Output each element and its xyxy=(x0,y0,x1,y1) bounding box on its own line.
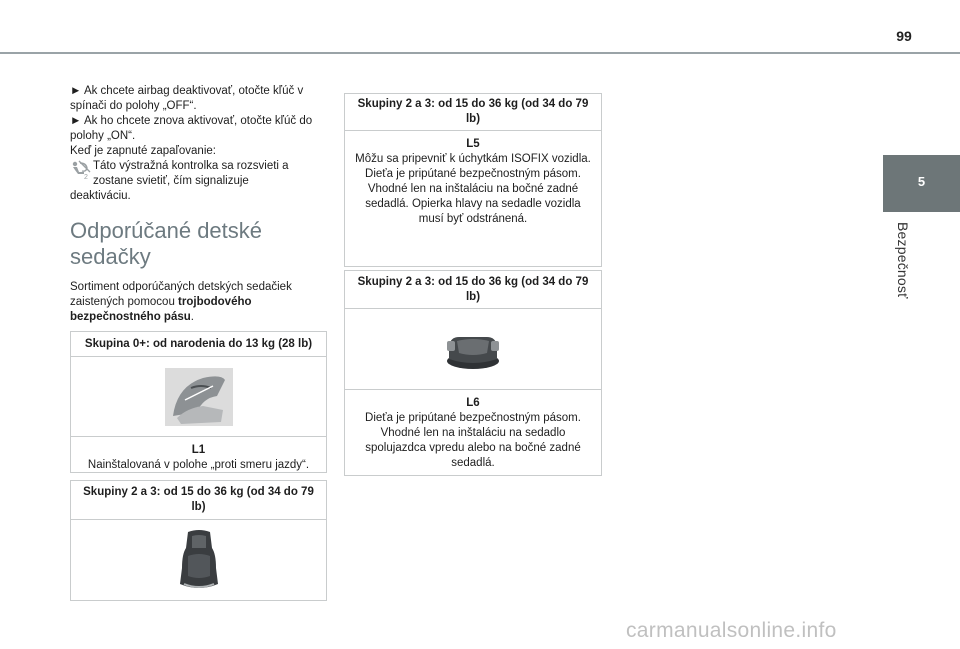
warning-row xyxy=(70,159,326,189)
seat-description: Nainštalovaná v polohe „proti smeru jazdy“. xyxy=(87,459,310,471)
box-heading: Skupina 0+: od narodenia do 13 kg (28 lb) xyxy=(71,332,326,357)
intro-text: Sortiment odporúčaných detských sedačiek zaistených pomocou xyxy=(70,281,292,308)
page-number: 99 xyxy=(896,28,912,44)
seat-box-group23-b xyxy=(344,93,602,267)
seat-box-group23-c xyxy=(344,270,602,476)
intro-paragraph xyxy=(70,280,326,325)
box-body xyxy=(345,390,601,471)
intro-end: . xyxy=(190,311,194,323)
deactivation-text: deaktiváciu. xyxy=(70,190,131,202)
seat-image-cell xyxy=(71,357,326,437)
watermark: carmanualsonline.info xyxy=(626,619,837,642)
box-heading: Skupiny 2 a 3: od 15 do 36 kg (od 34 do 79 lb) xyxy=(71,481,326,520)
seat-code: L5 xyxy=(466,138,480,150)
seat-box-group0 xyxy=(70,331,327,473)
seat-description: Môžu sa pripevniť k úchytkám ISOFIX vozidla. Dieťa je pripútané bezpečnostným pásom. Vhodné len na inštaláciu na bočné zadné sedadlá. Opierka hlavy na sedadle vozidla musí byť odstránená. xyxy=(355,153,591,225)
chapter-title: Bezpečnosť xyxy=(895,222,911,299)
seat-code: L6 xyxy=(466,397,480,409)
svg-text:2: 2 xyxy=(84,174,88,180)
seat-image-cell xyxy=(71,520,326,600)
high-back-booster-image xyxy=(176,528,222,592)
header-rule xyxy=(0,52,960,54)
warning-lamp-text: Táto výstražná kontrolka sa rozsvieti a zostane svietiť, čím signalizuje xyxy=(93,160,289,187)
box-heading: Skupiny 2 a 3: od 15 do 36 kg (od 34 do 79 lb) xyxy=(345,94,601,131)
intro-bold: trojbodového bezpečnostného pásu xyxy=(70,296,252,323)
box-heading: Skupiny 2 a 3: od 15 do 36 kg (od 34 do 79 lb) xyxy=(345,271,601,309)
airbag-off-warning-icon xyxy=(70,160,92,180)
instruction-on: ► Ak ho chcete znova aktivovať, otočte kľúč do polohy „ON“. xyxy=(70,115,313,142)
left-column xyxy=(70,84,326,325)
seat-description: Dieťa je pripútané bezpečnostným pásom. Vhodné len na inštaláciu na sedadlo spolujazdca vpredu alebo na bočné zadné sedadlá. xyxy=(365,412,581,469)
chapter-number: 5 xyxy=(917,174,926,189)
instruction-off: ► Ak chcete airbag deaktivovať, otočte kľúč v spínači do polohy „OFF“. xyxy=(70,85,304,112)
seat-image-cell xyxy=(345,309,601,390)
ignition-note: Keď je zapnuté zapaľovanie: xyxy=(70,145,216,157)
seat-box-group23-a xyxy=(70,480,327,601)
rear-facing-seat-image xyxy=(163,366,235,428)
chapter-tab[interactable] xyxy=(883,155,960,212)
seat-code: L1 xyxy=(191,444,206,456)
box-body xyxy=(345,131,601,227)
section-title: Odporúčané detské sedačky xyxy=(70,218,263,269)
box-body xyxy=(71,437,326,473)
booster-cushion-image xyxy=(443,327,503,371)
